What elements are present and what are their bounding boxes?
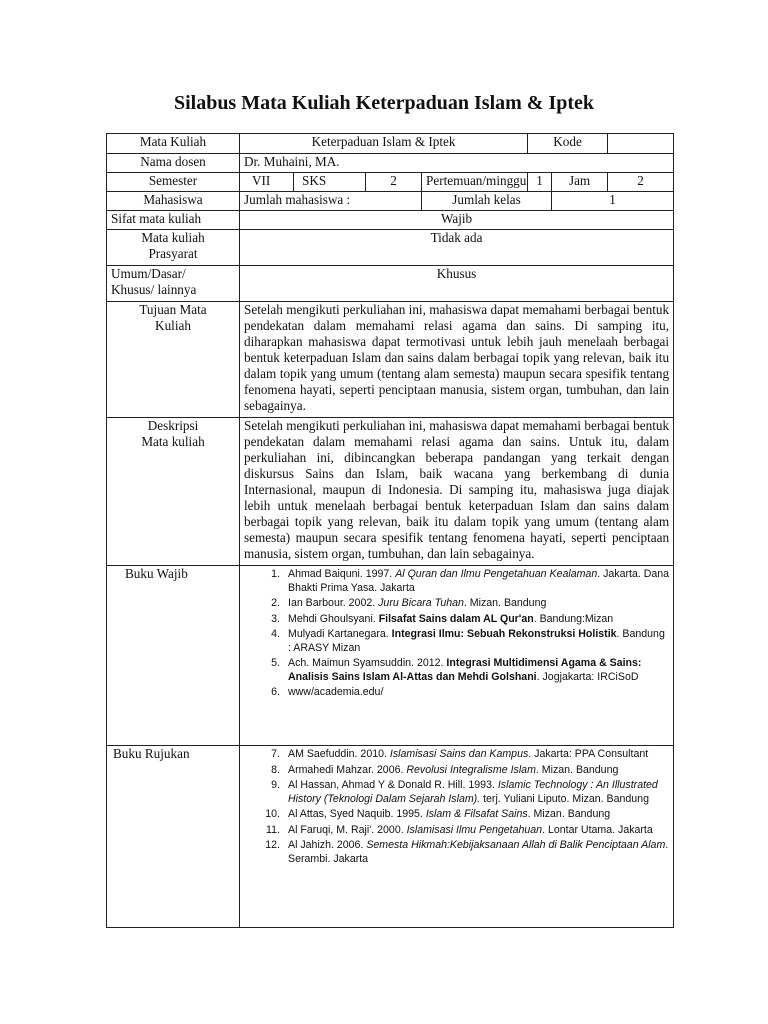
book-title: Filsafat Sains dalam AL Qur'an bbox=[378, 612, 534, 625]
book-number: 8. bbox=[271, 763, 280, 776]
buku-rujukan-list bbox=[244, 748, 669, 866]
book-citation bbox=[288, 628, 669, 655]
book-item bbox=[244, 657, 669, 684]
label-mata-kuliah: Mata Kuliah bbox=[107, 134, 240, 154]
book-citation bbox=[288, 597, 669, 611]
row-mahasiswa bbox=[107, 192, 674, 211]
label-mahasiswa: Mahasiswa bbox=[107, 192, 240, 211]
book-author: Al Hassan, Ahmad Y & Donald R. Hill. 1993. bbox=[288, 779, 498, 791]
label-sks: SKS bbox=[294, 173, 366, 192]
label-deskripsi-line2: Mata kuliah bbox=[141, 434, 205, 449]
row-buku-rujukan bbox=[107, 746, 674, 928]
book-author: Mehdi Ghoulsyani. bbox=[288, 612, 379, 625]
book-item bbox=[244, 779, 669, 806]
book-citation bbox=[288, 686, 669, 700]
book-citation bbox=[288, 748, 669, 762]
book-title: Juru Bicara Tuhan bbox=[378, 597, 464, 609]
row-prasyarat bbox=[107, 230, 674, 266]
book-author: Armahedi Mahzar. 2006. bbox=[288, 763, 407, 776]
value-nama-dosen: Dr. Muhaini, MA. bbox=[240, 154, 674, 173]
label-nama-dosen: Nama dosen bbox=[107, 154, 240, 173]
book-title: Integrasi Ilmu: Sebuah Rekonstruksi Holistik bbox=[391, 628, 617, 640]
value-mata-kuliah: Keterpaduan Islam & Iptek bbox=[240, 134, 528, 154]
book-title: Islamisasi Ilmu Pengetahuan bbox=[406, 823, 543, 836]
book-item bbox=[244, 686, 669, 700]
label-prasyarat-line1: Mata kuliah bbox=[141, 230, 205, 245]
value-umum: Khusus bbox=[240, 266, 674, 302]
book-item bbox=[244, 613, 669, 627]
value-kode bbox=[608, 134, 674, 154]
label-pertemuan: Pertemuan/minggu bbox=[422, 173, 528, 192]
book-publisher: . Jakarta. Dana Bhakti Prima Yasa. Jakarta bbox=[288, 568, 670, 594]
row-mata-kuliah bbox=[107, 134, 674, 154]
book-title: Islamisasi Sains dan Kampus bbox=[389, 748, 529, 760]
book-publisher: . Lontar Utama. Jakarta bbox=[542, 823, 653, 836]
book-publisher: . Mizan. Bandung bbox=[527, 808, 611, 820]
text-deskripsi: Setelah mengikuti perkuliahan ini, mahasiswa dapat memahami berbagai bentuk pendekatan dalam memahami relasi agama dan sains. Untuk itu, dalam perkuliahan ini, dibincangkan beberapa pandangan yang terkait dengan diskursus Sains dan Islam, baik wacana yang berkembang di dunia Internasional, maupun di Indonesia. Di samping itu, mahasiswa juga diajak lebih untuk menelaah berbagai bentuk keterpaduan Islam dan sains dalam berbagai topik yang relevan, baik itu dalam topik yang umum (tentang alam semesta) maupun secara spesifik tentang fenomena hayati, seperti penciptaan manusia, sistem organ, tumbuhan, dan lain sebagainya. bbox=[240, 418, 674, 566]
value-sifat: Wajib bbox=[240, 211, 674, 230]
book-number: 1. bbox=[271, 568, 280, 580]
book-number: 12. bbox=[265, 839, 280, 851]
book-publisher: . Bandung : ARASY Mizan bbox=[288, 628, 665, 654]
book-publisher: . Mizan. Bandung bbox=[535, 763, 619, 776]
book-author: Al Jahizh. 2006. bbox=[288, 839, 367, 851]
book-citation bbox=[288, 657, 669, 684]
row-sifat bbox=[107, 211, 674, 230]
label-buku-rujukan: Buku Rujukan bbox=[107, 746, 240, 928]
book-author: Ach. Maimun Syamsuddin. 2012. bbox=[288, 657, 447, 669]
book-author: Ahmad Baiquni. 1997. bbox=[288, 568, 396, 580]
label-umum bbox=[107, 266, 240, 302]
book-item bbox=[244, 628, 669, 655]
label-jam: Jam bbox=[552, 173, 608, 192]
label-jumlah-mahasiswa: Jumlah mahasiswa : bbox=[240, 192, 422, 211]
book-publisher: . Mizan. Bandung bbox=[463, 597, 547, 609]
book-citation bbox=[288, 764, 669, 778]
book-item bbox=[244, 568, 669, 595]
book-number: 2. bbox=[271, 597, 280, 609]
value-pertemuan: 1 bbox=[528, 173, 552, 192]
label-prasyarat bbox=[107, 230, 240, 266]
book-title: Islam & Filsafat Sains bbox=[425, 808, 528, 820]
value-jam: 2 bbox=[608, 173, 674, 192]
book-citation bbox=[288, 808, 669, 822]
label-deskripsi-line1: Deskripsi bbox=[147, 418, 199, 433]
book-publisher: . Serambi. Jakarta bbox=[288, 839, 669, 865]
book-author: Mulyadi Kartanegara. bbox=[288, 628, 392, 640]
row-tujuan bbox=[107, 302, 674, 418]
book-author: Al Faruqi, M. Raji'. 2000. bbox=[288, 823, 407, 836]
value-sks: 2 bbox=[366, 173, 422, 192]
label-jumlah-kelas: Jumlah kelas bbox=[422, 192, 552, 211]
label-semester: Semester bbox=[107, 173, 240, 192]
book-item bbox=[244, 824, 669, 838]
label-tujuan-line2: Kuliah bbox=[155, 318, 191, 333]
value-semester: VII bbox=[240, 173, 294, 192]
book-number: 11. bbox=[266, 823, 280, 836]
book-number: 10. bbox=[265, 808, 280, 820]
label-kode: Kode bbox=[528, 134, 608, 154]
book-item bbox=[244, 748, 669, 762]
value-jumlah-kelas: 1 bbox=[552, 192, 674, 211]
buku-wajib-list bbox=[244, 568, 669, 700]
text-tujuan: Setelah mengikuti perkuliahan ini, mahasiswa dapat memahami berbagai bentuk pendekatan dalam memahami relasi agama dan sains. Di samping itu, diharapkan mahasiswa dapat termotivasi untuk lebih jauh menelaah berbagai bentuk keterpaduan Islam dan sains dalam berbagai topik yang relevan, baik itu dalam topik yang umum (tentang alam semesta) maupun secara spesifik tentang fenomena hayati, seperti penciptaan manusia, sistem organ, tumbuhan, dan lain sebagainya. bbox=[240, 302, 674, 418]
book-title: Semesta Hikmah:Kebijaksanaan Allah di Balik Penciptaan Alam bbox=[366, 839, 666, 851]
book-item bbox=[244, 597, 669, 611]
book-number: 7. bbox=[271, 748, 280, 760]
book-author: Al Attas, Syed Naquib. 1995. bbox=[288, 808, 426, 820]
book-number: 6. bbox=[271, 686, 280, 698]
book-publisher: . Jogjakarta: IRCiSoD bbox=[536, 670, 639, 683]
book-number: 4. bbox=[271, 628, 280, 640]
label-sifat: Sifat mata kuliah bbox=[107, 211, 240, 230]
book-citation bbox=[288, 824, 669, 838]
label-tujuan-line1: Tujuan Mata bbox=[139, 302, 207, 317]
row-umum bbox=[107, 266, 674, 302]
label-buku-wajib: Buku Wajib bbox=[107, 566, 240, 746]
row-deskripsi bbox=[107, 418, 674, 566]
book-title: Al Quran dan Ilmu Pengetahuan Kealaman bbox=[395, 568, 598, 580]
label-umum-line2: Khusus/ lainnya bbox=[111, 282, 197, 297]
book-number: 5. bbox=[271, 657, 280, 669]
label-deskripsi bbox=[107, 418, 240, 566]
book-item bbox=[244, 808, 669, 822]
book-citation bbox=[288, 839, 669, 866]
book-citation bbox=[288, 568, 669, 595]
label-umum-line1: Umum/Dasar/ bbox=[111, 266, 186, 281]
book-author: www/academia.edu/ bbox=[288, 686, 384, 698]
row-semester bbox=[107, 173, 674, 192]
page-title: Silabus Mata Kuliah Keterpaduan Islam & Iptek bbox=[173, 92, 595, 114]
book-citation bbox=[288, 613, 669, 627]
row-buku-wajib bbox=[107, 566, 674, 746]
book-citation bbox=[288, 779, 669, 806]
row-nama-dosen bbox=[107, 154, 674, 173]
book-number: 9. bbox=[271, 779, 280, 791]
book-title: Revolusi Integralisme Islam bbox=[406, 763, 536, 776]
book-publisher: terj. Yuliani Liputo. Mizan. Bandung bbox=[480, 792, 649, 805]
book-publisher: . Bandung:Mizan bbox=[533, 612, 614, 625]
label-prasyarat-line2: Prasyarat bbox=[148, 246, 198, 261]
book-number: 3. bbox=[271, 612, 280, 625]
label-tujuan bbox=[107, 302, 240, 418]
value-prasyarat: Tidak ada bbox=[240, 230, 674, 266]
book-item bbox=[244, 839, 669, 866]
syllabus-table bbox=[106, 133, 674, 928]
book-author: AM Saefuddin. 2010. bbox=[288, 748, 390, 760]
book-title: Islamic Technology : An Illustrated History (Teknologi Dalam Sejarah Islam). bbox=[288, 779, 658, 805]
book-item bbox=[244, 764, 669, 778]
book-publisher: . Jakarta: PPA Consultant bbox=[528, 748, 649, 760]
book-title: Integrasi Multidimensi Agama & Sains: Analisis Sains Islam Al-Attas dan Mehdi Golshani bbox=[288, 657, 642, 683]
book-author: Ian Barbour. 2002. bbox=[288, 597, 379, 609]
